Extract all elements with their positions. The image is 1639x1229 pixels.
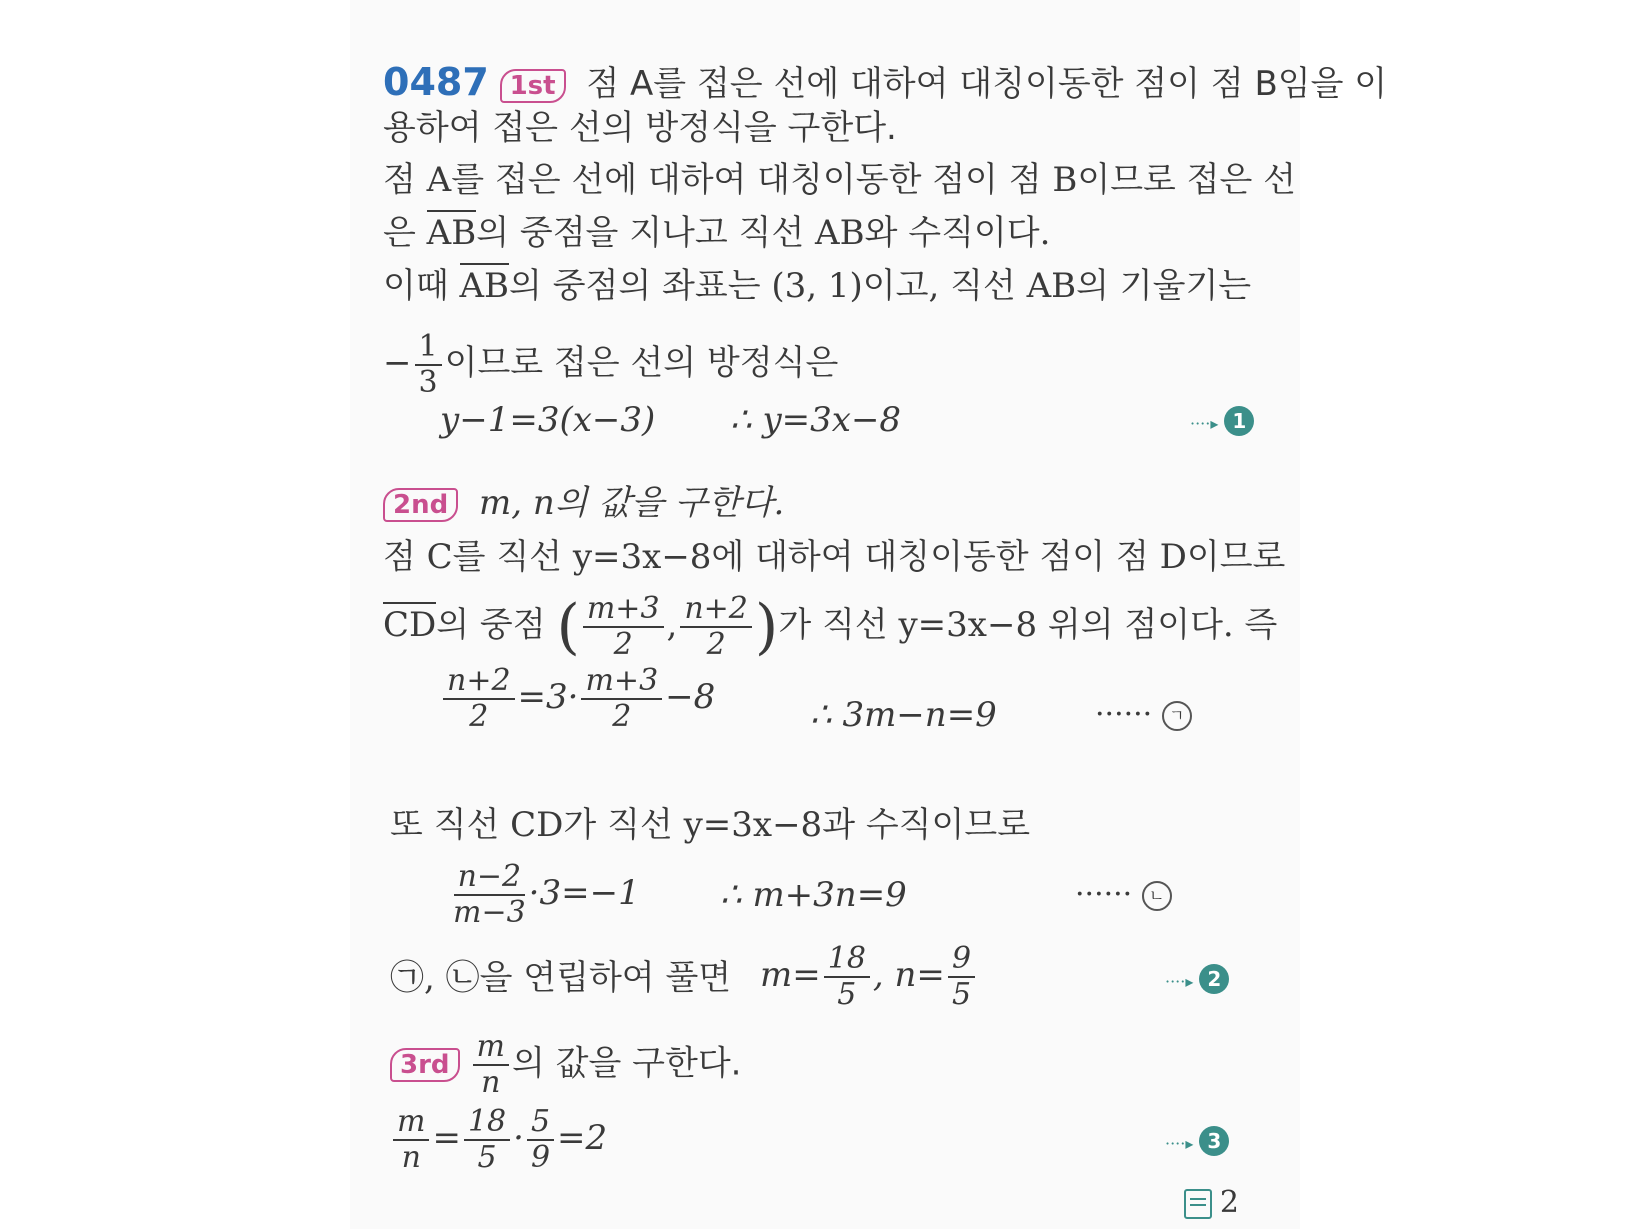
text: =	[432, 1118, 461, 1158]
step2-badge: 2nd	[383, 488, 458, 522]
text: ·	[513, 1118, 524, 1158]
fraction	[680, 592, 752, 662]
fraction	[948, 942, 975, 1012]
comma: ,	[666, 605, 678, 645]
denominator: n	[401, 1140, 421, 1175]
step2-header	[383, 483, 784, 523]
text: 의 중점의 좌표는 (3, 1)이고, 직선 AB의 기울기는	[509, 266, 1252, 306]
numerator: 9	[948, 942, 975, 978]
para1-b	[383, 213, 1050, 253]
fraction	[581, 664, 662, 734]
equation-1: y−1=3(x−3)	[440, 400, 656, 440]
text: 의 중점	[436, 605, 546, 645]
numerator: m+3	[581, 664, 662, 700]
step3-badge: 3rd	[390, 1048, 460, 1082]
fraction	[473, 1030, 509, 1100]
fraction	[415, 330, 442, 400]
fraction	[824, 942, 870, 1012]
para4: 점 C를 직선 y=3x−8에 대하여 대칭이동한 점이 점 D이므로	[383, 537, 1286, 577]
denominator: 2	[706, 627, 726, 662]
step3-header	[390, 1030, 741, 1100]
equation-3-result: ∴ m+3n=9	[720, 875, 907, 915]
segment-ab: AB	[427, 210, 477, 253]
marker-3-badge: 3	[1199, 1126, 1229, 1156]
fraction	[393, 1105, 429, 1175]
text: 은	[383, 213, 427, 253]
text: −8	[665, 677, 716, 717]
paren: (	[556, 592, 580, 662]
denominator: 9	[530, 1140, 551, 1175]
marker-1	[1190, 402, 1254, 437]
para5	[383, 592, 1277, 662]
text: 이므로 접은 선의 방정식은	[444, 343, 839, 383]
step1-header	[383, 62, 1387, 104]
denominator: n	[481, 1065, 501, 1100]
marker-b	[1075, 877, 1172, 912]
dots: ······	[1075, 877, 1133, 912]
marker-2	[1165, 960, 1229, 995]
fraction	[443, 664, 515, 734]
numerator: 5	[527, 1105, 554, 1141]
solution-values	[760, 942, 978, 1012]
final-answer	[1184, 1185, 1239, 1220]
step1-text-a: 점 A를 접은 선에 대하여 대칭이동한 점이 점 B임을 이	[586, 64, 1388, 104]
text: 이때	[383, 266, 460, 306]
arrow-icon: ····▸	[1190, 414, 1219, 433]
numerator: n+2	[443, 664, 515, 700]
equation-2-result: ∴ 3m−n=9	[810, 695, 997, 735]
fraction	[527, 1105, 554, 1175]
text: =3·	[517, 677, 579, 717]
denominator: 2	[612, 699, 632, 734]
numerator: n−2	[454, 860, 526, 896]
para1-a: 점 A를 접은 선에 대하여 대칭이동한 점이 점 B이므로 접은 선	[383, 160, 1297, 200]
dots: ······	[1095, 697, 1153, 732]
denominator: 2	[613, 627, 633, 662]
numerator: 18	[464, 1105, 510, 1141]
para3	[383, 330, 838, 400]
denominator: 5	[477, 1140, 497, 1175]
step2-text: m, n의 값을 구한다.	[479, 483, 785, 523]
numerator: 1	[415, 330, 442, 366]
numerator: 18	[824, 942, 870, 978]
equation-3	[450, 860, 640, 930]
numerator: n+2	[680, 592, 752, 628]
text: 의 중점을 지나고 직선 AB와 수직이다.	[476, 213, 1051, 253]
problem-number: 0487	[383, 60, 489, 104]
equation-1-result: ∴ y=3x−8	[730, 400, 902, 440]
denominator: 2	[469, 699, 489, 734]
step1-text-b: 용하여 접은 선의 방정식을 구한다.	[383, 108, 897, 148]
minus-sign: −	[383, 343, 412, 383]
answer-icon	[1184, 1189, 1212, 1219]
arrow-icon: ····▸	[1165, 1134, 1194, 1153]
text: , n=	[872, 955, 945, 995]
marker-3	[1165, 1122, 1229, 1157]
numerator: m	[393, 1105, 429, 1141]
para2	[383, 266, 1251, 306]
fraction	[453, 860, 526, 930]
fraction	[464, 1105, 510, 1175]
fraction	[583, 592, 664, 662]
marker-1-badge: 1	[1224, 406, 1254, 436]
text: =2	[557, 1118, 608, 1158]
denominator: 5	[837, 977, 857, 1012]
marker-a-badge: ㄱ	[1162, 701, 1192, 731]
segment-cd: CD	[383, 602, 436, 645]
para6: 또 직선 CD가 직선 y=3x−8과 수직이므로	[390, 805, 1031, 845]
paren: )	[754, 592, 779, 662]
marker-2-badge: 2	[1199, 964, 1229, 994]
step1-badge: 1st	[500, 69, 566, 103]
equation-4	[390, 1105, 607, 1175]
denominator: 5	[951, 977, 972, 1012]
marker-b-badge: ㄴ	[1142, 881, 1172, 911]
denominator: 3	[418, 365, 438, 400]
denominator: m−3	[453, 895, 526, 930]
text: m=	[760, 955, 821, 995]
arrow-icon: ····▸	[1165, 972, 1194, 991]
answer-value: 2	[1219, 1185, 1239, 1220]
equation-2	[440, 664, 715, 734]
numerator: m+3	[583, 592, 664, 628]
marker-a	[1095, 697, 1192, 732]
text: ·3=−1	[528, 873, 640, 913]
step3-text: 의 값을 구한다.	[511, 1043, 742, 1084]
segment-ab: AB	[460, 263, 510, 306]
text: 가 직선 y=3x−8 위의 점이다. 즉	[778, 605, 1278, 645]
para7: ㉠, ㉡을 연립하여 풀면	[390, 958, 732, 998]
numerator: m	[473, 1030, 509, 1066]
